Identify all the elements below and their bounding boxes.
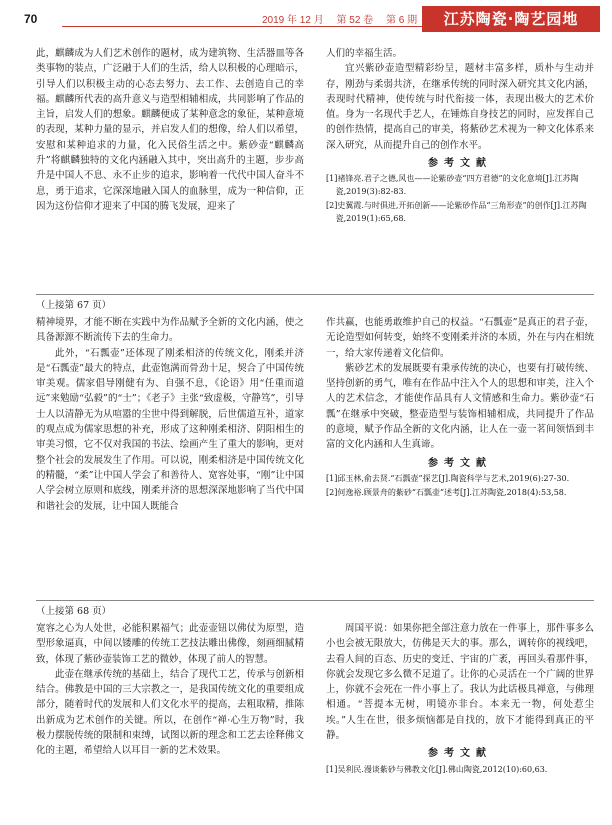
- reference-item: [1]邱玉林,俞去贤.“石瓢壶”探艺[J].陶瓷科学与艺术,2019(6):27-30.: [326, 473, 570, 483]
- references-heading: 参考文献: [428, 158, 492, 170]
- article-block-2: [36, 294, 594, 595]
- paragraph: 精神境界，才能不断在实践中为作品赋予全新的文化内涵，使之具备源源不断流传下去的生命力。: [36, 317, 304, 344]
- header-rule: [62, 26, 422, 27]
- paragraph: 周国平说：如果你把全部注意力放在一件事上，那件事多么小也会被无限放大，仿佛是天大的事。那么，调转你的视线吧，去看人间的百态、历史的变迁、宇宙的广袤，再回头看那件事，你就会发现它多么微不足道了。让你的心灵活在一个广阔的世界上，你就不会死在一件小事上了。我认为此话极具禅意，与佛理相通。“菩提本无树，明镜亦非台。本来无一物，何处惹尘埃。”人生在世，很多烦恼都是自找的，放下才能得到真正的平静。: [326, 623, 594, 742]
- paragraph: 宽容之心为人处世，必能积累福气；此壶壶钮以佛仗为原型，造型形象逼真，中间以镂雕的传统工艺技法雕出佛像，刻画细腻精致，体现了紫砂壶装饰工艺的微妙，体现了前人的智慧。: [36, 623, 304, 665]
- references-heading: 参考文献: [428, 457, 492, 469]
- issue-date: 2019 年 12 月: [262, 15, 324, 26]
- reference-item: [1]吴利民.漫谈紫砂与佛教文化[J].佛山陶瓷,2012(10):60,63.: [326, 764, 548, 774]
- left-column: [36, 46, 304, 286]
- journal-banner: 江苏陶瓷·陶艺园地: [422, 6, 600, 32]
- paragraph: 此壶在继承传统的基础上，结合了现代工艺，传承与创新相结合。佛教是中国的三大宗教之一，是我国传统文化的重要组成部分，随着时代的发展和人们文化水平的提高，去粗取精，推陈出新成为艺术创作的关键。所以，在创作“禅·心生万物”时，我极力摆脱传统的限制和束缚，试图以新的理念和工艺去诠释佛文化的主题，希望给人以耳目一新的艺术效果。: [36, 668, 304, 757]
- paragraph: 此外，“石瓢壶”还体现了刚柔相济的传统文化，刚柔并济是“石瓢壶”最大的特点，此壶饱满而骨劲十足，契合了中国传统审美观。儒家倡导刚健有为、自强不息，《论语》用“任重而道远”来勉励“弘毅”的“士”；《老子》主张“致虚极，守静笃”，引导士人以清静无为从喧嚣的尘世中得到解脱，后世儒道互补，道家的观点成为儒家思想的补充，形成了这种刚柔相济、阴阳相生的审美习惯，它不仅对我国的书法、绘画产生了重大的影响，更对整个社会的发展发生了作用。可以说，刚柔相济是中国传统文化的精髓，“柔”让中国人学会了和善待人、宽容处事，“刚”让中国人学会树立原则和底线，刚柔并济的思想深深地影响了当代中国和谐社会的发展，让中国人既能合: [36, 347, 304, 512]
- reference-item: [2]何逸裕.顾景舟的紫砂“石瓢壶”述考[J].江苏陶瓷,2018(4):53,58.: [326, 488, 567, 498]
- references-heading: 参考文献: [428, 748, 492, 760]
- paragraph: 作共赢，也能勇敢维护自己的权益。“石瓢壶”是真正的君子壶，无论造型如何转变，始终不变刚柔并济的本质，外在与内在相统一，给大家传递着文化信仰。: [326, 317, 594, 359]
- article-block-1: [36, 42, 594, 290]
- issue-number: 第 6 期: [385, 15, 418, 26]
- continued-note: （上接第 67 页）: [36, 300, 112, 311]
- paragraph: 人们的幸福生活。: [326, 48, 403, 59]
- left-column: [36, 621, 304, 816]
- issue-meta: [262, 11, 427, 26]
- article-block-3: [36, 600, 594, 816]
- paragraph: 紫砂艺术的发展既要有秉承传统的决心，也要有打破传统、坚持创新的勇气，唯有在作品中注入个人的思想和审美，注入个人的艺术信念，才能使作品具有人文情感和生命力。紫砂壶“石瓢”在继承中突破，整壶造型与装饰相辅相成，共同提升了作品的意境，赋予作品全新的文化内涵，让人在一壶一茗间领悟到丰富的文化内涵和人生真谛。: [326, 362, 594, 451]
- right-column: [326, 46, 594, 286]
- reference-item: [2]史翼霞.与时俱进,开拓创新——论紫砂作品“三角形壶”的创作[J].江苏陶瓷,2019(1):65,68.: [326, 201, 587, 223]
- right-column: [326, 315, 594, 595]
- paragraph: 此，麒麟成为人们艺术创作的题材，成为建筑物、生活器皿等各类事物的装点，广泛融于人们的生活，给人以积极的心理暗示，引导人们以积极主动的心态去努力、去工作、去创造自己的幸福。麒麟所代表的高升意义与造型相辅相成，共同影响了作品的主旨，启发人们的想象。麒麟便成了某种意念的象征，某种意境的表现，某种力量的显示，并启发人们的想像，给人们以希望，安慰和某种追求的力量，化入民俗生活之中。紫砂壶“麒麟高升”将麒麟独特的文化内涵融入其中，突出高升的主题，步步高升是中国人不息、永不止步的追求，影响着一代代中国人奋斗不息，勇于追求，它深深地融入国人的血脉里，成为一种信仰，正因为这份信仰才迎来了中国的腾飞发展，迎来了: [36, 48, 304, 212]
- continued-note: （上接第 68 页）: [36, 606, 112, 617]
- page-number: 70: [24, 12, 38, 26]
- paragraph: 宜兴紫砂壶造型精彩纷呈，题材丰富多样，质朴与生动并存，刚劲与柔弱共济，在继承传统的同时深入研究其文化内涵，表现时代精神，使传统与时代衔接一体，表现出极大的艺术价值。身为一名现代手艺人，在锤炼自身技艺的同时，应发挥自己的创作热情，提高自己的审美，将紫砂艺术视为一种文化体系来深入研究，从而提升自己的创作水平。: [326, 63, 594, 151]
- reference-item: [1]褚锋亮.君子之德,风也——论紫砂壶“四方君德”的文化意境[J].江苏陶瓷,2019(3):82-83.: [326, 174, 579, 196]
- page-header: [0, 6, 612, 34]
- right-column: [326, 621, 594, 816]
- issue-volume: 第 52 卷: [336, 15, 374, 26]
- left-column: [36, 315, 304, 595]
